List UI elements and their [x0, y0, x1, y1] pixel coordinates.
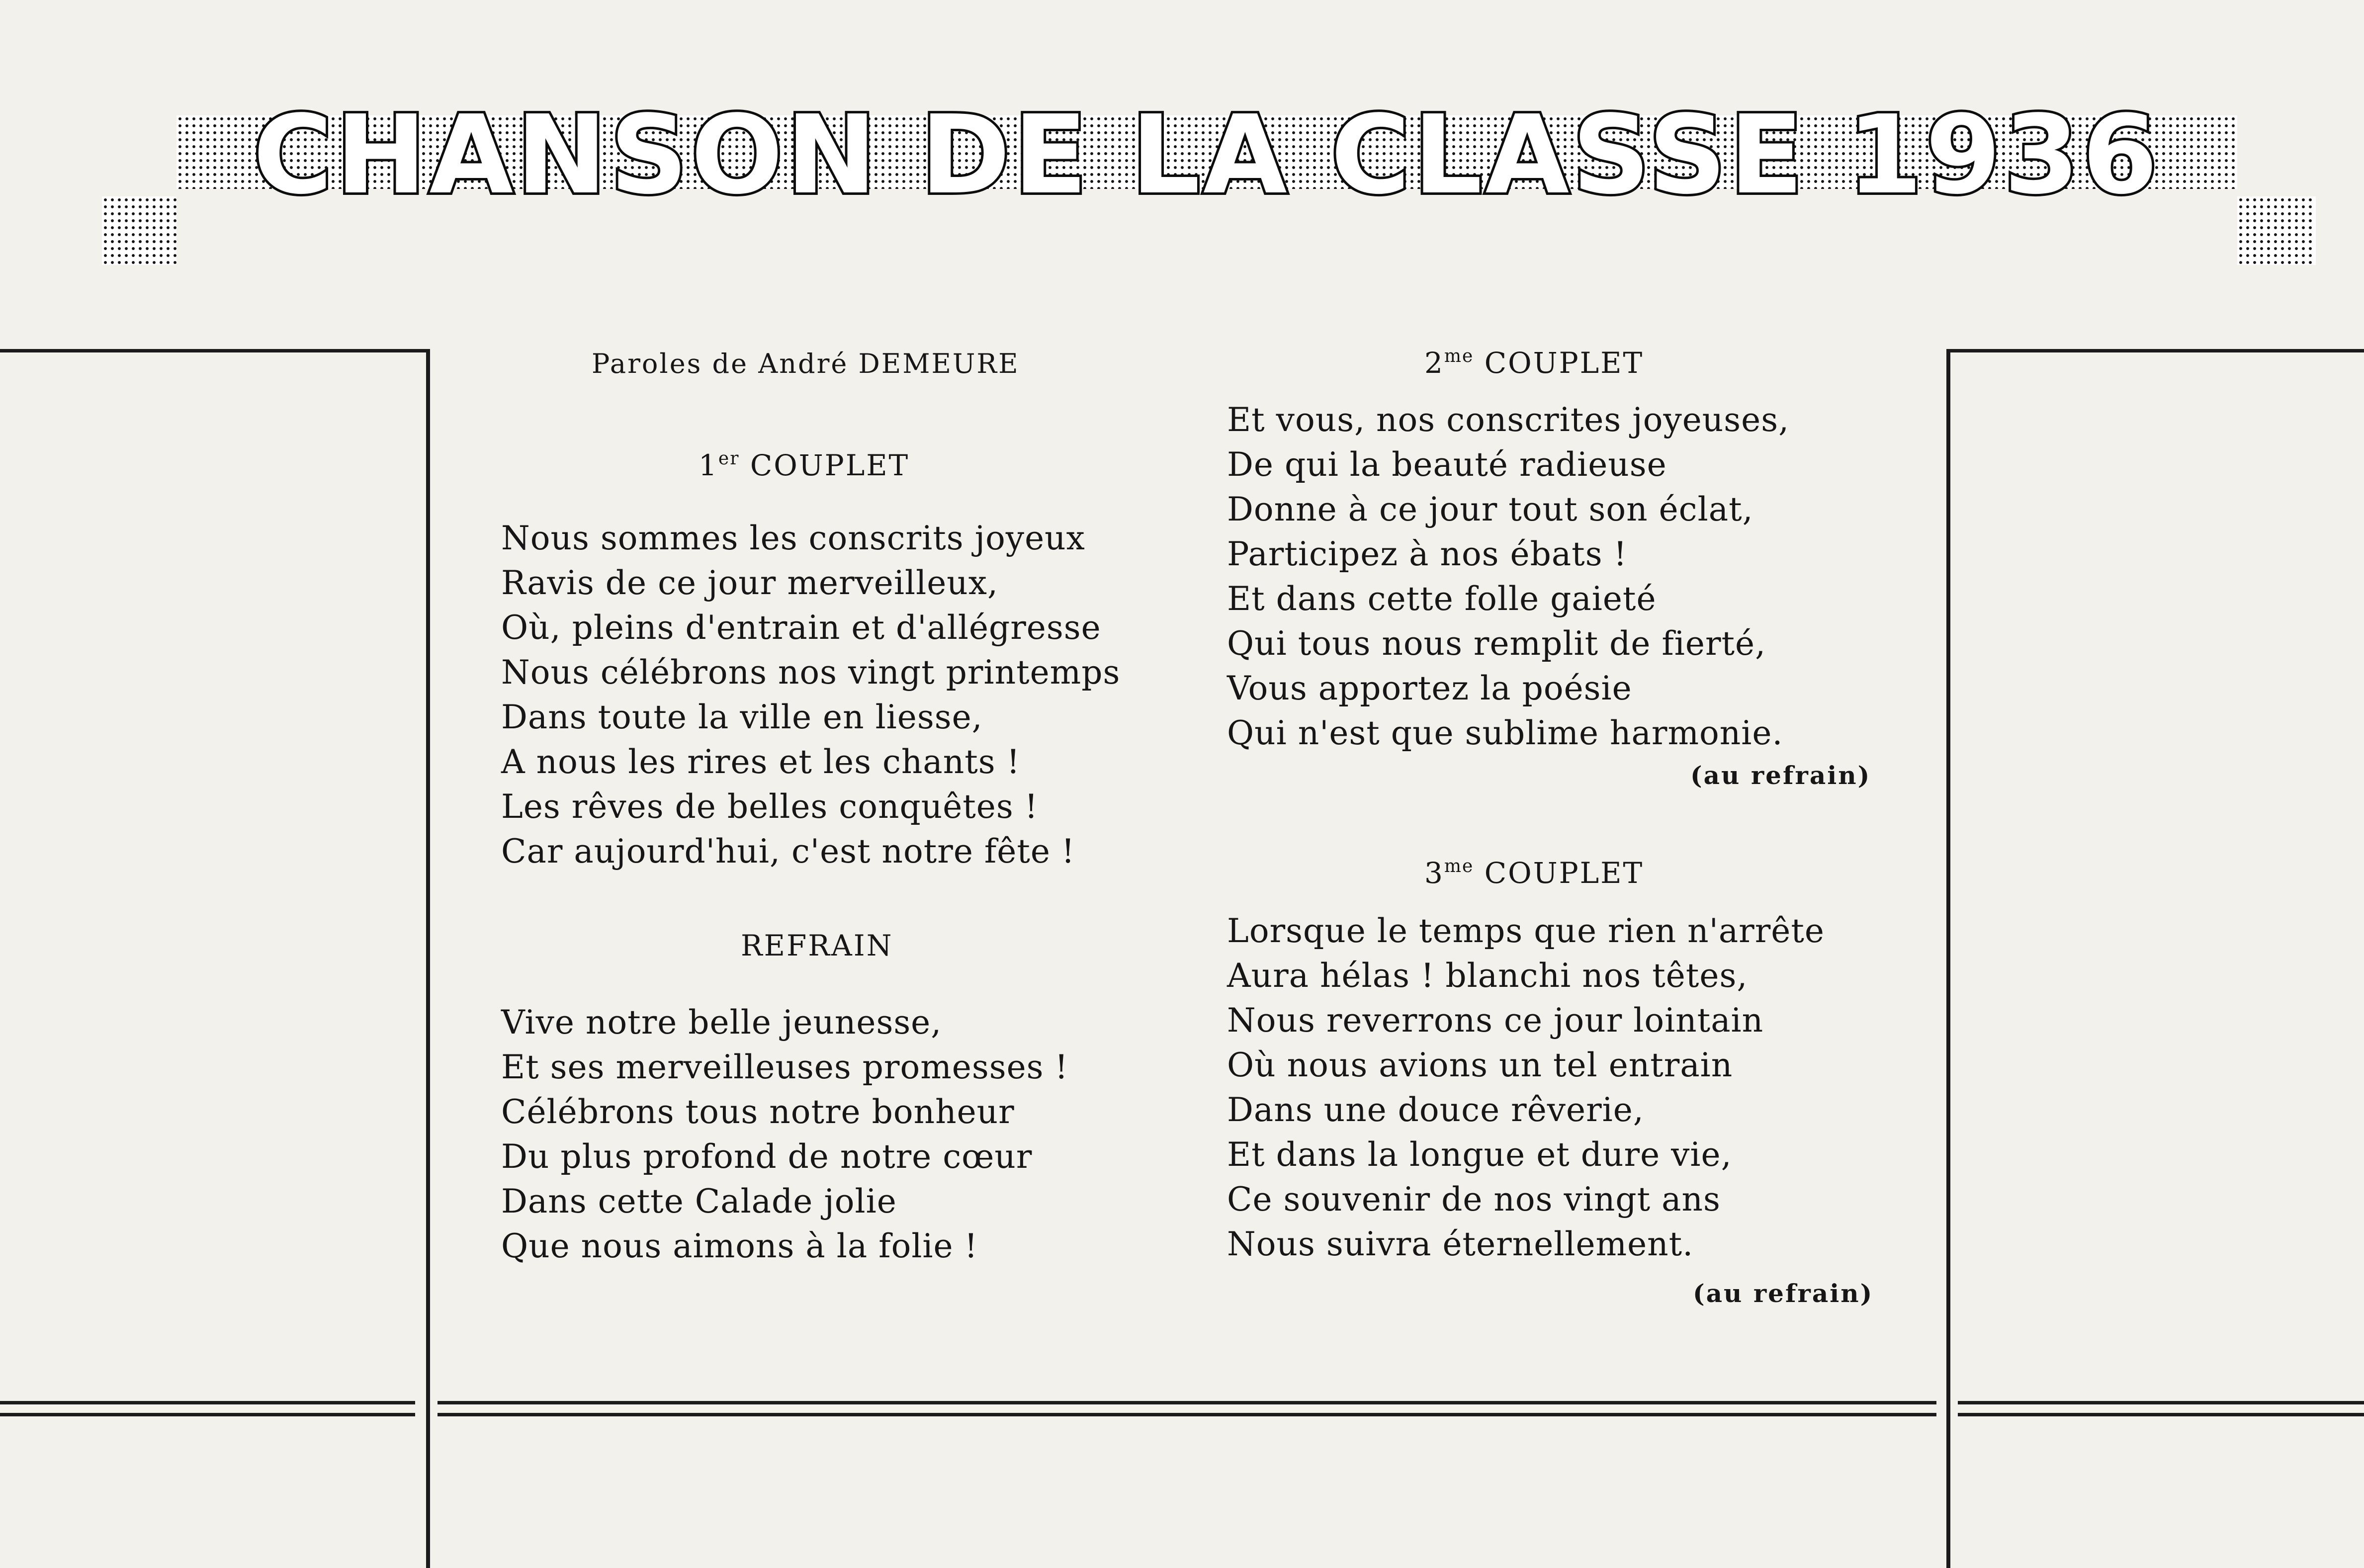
lyric-line: Célébrons tous notre bonheur — [501, 1093, 1015, 1131]
refrain-lyrics — [501, 1000, 1068, 1269]
lyric-line: Car aujourd'hui, c'est notre fête ! — [501, 832, 1075, 871]
frame-left-divider — [426, 349, 430, 1568]
couplet-1-heading — [699, 448, 909, 482]
lyric-line: Et dans la longue et dure vie, — [1227, 1135, 1732, 1174]
couplet-1-ordinal: er — [718, 448, 740, 469]
title-halftone-tab-right — [2237, 196, 2316, 265]
lyric-line: Dans toute la ville en liesse, — [501, 698, 983, 736]
lyric-line: Qui tous nous remplit de fierté, — [1227, 624, 1766, 663]
couplet-3-number: 3 — [1424, 856, 1444, 890]
lyric-line: Dans cette Calade jolie — [501, 1182, 897, 1220]
footer-rule-left-1 — [0, 1401, 415, 1404]
lyric-line: Où nous avions un tel entrain — [1227, 1046, 1733, 1084]
couplet-2-ordinal: me — [1444, 346, 1474, 366]
lyric-line: Ce souvenir de nos vingt ans — [1227, 1180, 1721, 1219]
couplet-2-lyrics — [1227, 398, 1789, 756]
couplet-2-number: 2 — [1424, 346, 1444, 380]
couplet-3-ordinal: me — [1444, 856, 1474, 876]
couplet-2-refrain-note: (au refrain) — [1690, 761, 1871, 790]
lyric-line: Les rêves de belles conquêtes ! — [501, 787, 1039, 826]
lyric-line: Dans une douce rêverie, — [1227, 1091, 1644, 1129]
couplet-3-heading — [1424, 856, 1644, 890]
page-title: CHANSON DE LA CLASSE 1936 — [253, 92, 2161, 218]
lyric-line: Qui n'est que sublime harmonie. — [1227, 714, 1783, 752]
lyric-line: Ravis de ce jour merveilleux, — [501, 564, 998, 602]
couplet-2-label: COUPLET — [1484, 346, 1644, 380]
lyric-line: Vous apportez la poésie — [1227, 669, 1632, 707]
lyric-line: Nous célébrons nos vingt printemps — [501, 653, 1121, 692]
couplet-3-label: COUPLET — [1484, 856, 1644, 890]
lyric-line: Participez à nos ébats ! — [1227, 535, 1628, 573]
lyric-line: Du plus profond de notre cœur — [501, 1137, 1033, 1176]
footer-rule-left-2 — [0, 1413, 415, 1416]
lyric-line: Et ses merveilleuses promesses ! — [501, 1048, 1069, 1086]
lyric-line: Nous reverrons ce jour lointain — [1227, 1001, 1764, 1040]
frame-right-divider — [1946, 349, 1950, 1568]
lyric-line: Et dans cette folle gaieté — [1227, 580, 1657, 618]
frame-top-left — [0, 349, 430, 352]
lyric-line: De qui la beauté radieuse — [1227, 445, 1667, 484]
lyric-line: Nous suivra éternellement. — [1227, 1225, 1694, 1263]
footer-rule-center-2 — [438, 1413, 1936, 1416]
lyric-line: Que nous aimons à la folie ! — [501, 1227, 978, 1265]
lyric-line: Lorsque le temps que rien n'arrête — [1227, 912, 1825, 950]
title-halftone-tab-left — [102, 196, 176, 265]
couplet-3-lyrics — [1227, 909, 1825, 1267]
couplet-1-lyrics — [501, 516, 1120, 874]
couplet-2-heading — [1424, 346, 1644, 380]
author-credit: Paroles de André DEMEURE — [592, 348, 1020, 379]
couplet-1-number: 1 — [699, 448, 718, 482]
lyric-line: Aura hélas ! blanchi nos têtes, — [1227, 957, 1748, 995]
frame-top-right — [1946, 349, 2364, 352]
lyric-line: Où, pleins d'entrain et d'allégresse — [501, 609, 1101, 647]
couplet-1-label: COUPLET — [750, 448, 910, 482]
lyric-line: A nous les rires et les chants ! — [501, 743, 1021, 781]
lyric-line: Et vous, nos conscrites joyeuses, — [1227, 401, 1790, 439]
footer-rule-center-1 — [438, 1401, 1936, 1404]
lyric-line: Donne à ce jour tout son éclat, — [1227, 490, 1753, 528]
footer-rule-right-1 — [1958, 1401, 2364, 1404]
refrain-heading: REFRAIN — [741, 929, 893, 962]
lyric-line: Nous sommes les conscrits joyeux — [501, 519, 1085, 557]
footer-rule-right-2 — [1958, 1413, 2364, 1416]
couplet-3-refrain-note: (au refrain) — [1693, 1279, 1874, 1308]
lyric-line: Vive notre belle jeunesse, — [501, 1003, 942, 1042]
